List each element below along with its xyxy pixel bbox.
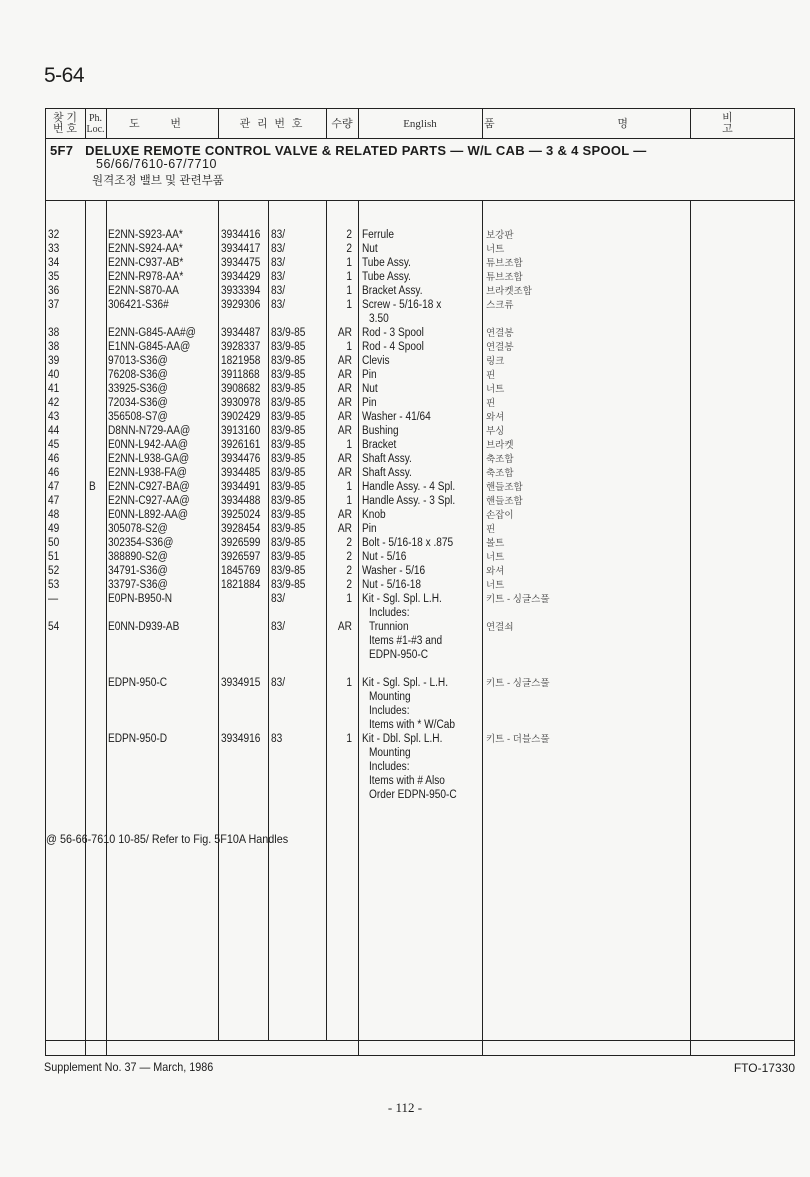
row-find-number: 32 [48,229,60,241]
row-english-description: Includes: [369,607,410,619]
row-date-range: 83/ [271,271,286,283]
row-korean-name: 키트 - 싱글스풀 [486,678,550,689]
row-date-range: 83/9-85 [271,467,306,479]
row-english-description: Mounting [369,691,411,703]
row-mgmt-number: 3934915 [221,677,261,689]
header-remarks: 비 고 [722,112,763,135]
row-find-number: 40 [48,369,60,381]
row-quantity: AR [337,411,352,423]
row-english-description: Bolt - 5/16-18 x .875 [362,537,454,549]
row-quantity: 1 [346,299,352,311]
document-code: FTO-17330 [733,1061,795,1075]
row-quantity: AR [337,523,352,535]
row-find-number: 43 [48,411,60,423]
row-korean-name: 튜브조합 [486,258,523,269]
row-mgmt-number: 3933394 [221,285,261,297]
row-korean-name: 연결봉 [486,342,514,353]
row-quantity: 1 [346,285,352,297]
row-date-range: 83/9-85 [271,523,306,535]
row-korean-name: 너트 [486,552,505,563]
row-find-number: 51 [48,551,60,563]
row-korean-name: 축조합 [486,468,514,479]
row-quantity: 1 [346,733,352,745]
row-date-range: 83/9-85 [271,425,306,437]
row-quantity: AR [337,397,352,409]
row-date-range: 83/9-85 [271,565,306,577]
row-mgmt-number: 3934491 [221,481,261,493]
row-date-range: 83/9-85 [271,579,306,591]
row-english-description: Handle Assy. - 4 Spl. [362,481,456,493]
header-mgmt-no: 관 리 번 호 [239,117,305,130]
row-mgmt-number: 3926161 [221,439,261,451]
row-korean-name: 너트 [486,244,505,255]
row-mgmt-number: 1821958 [221,355,261,367]
row-korean-name: 브라켓조합 [486,286,532,297]
row-quantity: AR [337,327,352,339]
row-quantity: AR [337,453,352,465]
row-korean-name: 와셔 [486,566,505,577]
row-english-description: Nut [362,383,378,395]
row-date-range: 83/ [271,285,286,297]
row-part-number: E2NN-S924-AA* [108,243,183,255]
supplement-note: Supplement No. 37 — March, 1986 [44,1060,214,1074]
row-english-description: Tube Assy. [362,257,411,269]
row-quantity: 1 [346,495,352,507]
row-date-range: 83/9-85 [271,509,306,521]
row-date-range: 83 [271,733,283,745]
row-part-number: E2NN-G845-AA#@ [108,327,196,339]
row-date-range: 83/9-85 [271,481,306,493]
row-mgmt-number: 3934476 [221,453,261,465]
row-part-number: 302354-S36@ [108,537,174,549]
row-english-description: Kit - Sgl. Spl. - L.H. [362,677,449,689]
row-english-description: Items with # Also [369,775,445,787]
row-korean-name: 연결쇠 [486,622,514,633]
row-english-description: Rod - 3 Spool [362,327,424,339]
row-korean-name: 브라켓 [486,440,514,451]
row-english-description: Tube Assy. [362,271,411,283]
row-find-number: 38 [48,341,60,353]
row-english-description: Washer - 5/16 [362,565,426,577]
row-mgmt-number: 3934417 [221,243,261,255]
row-mgmt-number: 3934416 [221,229,261,241]
row-english-description: Includes: [369,705,410,717]
row-part-number: 76208-S36@ [108,369,168,381]
row-quantity: AR [337,621,352,633]
col-line-part [106,200,107,1056]
row-part-number: 34791-S36@ [108,565,168,577]
row-korean-name: 보강판 [486,230,514,241]
row-mgmt-number: 3902429 [221,411,261,423]
row-korean-name: 와셔 [486,412,505,423]
row-find-number: 36 [48,285,60,297]
row-mgmt-number: 3934485 [221,467,261,479]
row-english-description: Pin [362,523,377,535]
row-find-number: 41 [48,383,60,395]
row-korean-name: 연결봉 [486,328,514,339]
row-mgmt-number: 3928337 [221,341,261,353]
row-part-number: 356508-S7@ [108,411,168,423]
row-korean-name: 키트 - 더블스풀 [486,734,550,745]
row-quantity: AR [337,383,352,395]
row-english-description: Items with * W/Cab [369,719,456,731]
row-quantity: 1 [346,257,352,269]
row-part-number: EDPN-950-D [108,733,168,745]
row-part-number: E2NN-R978-AA* [108,271,184,283]
row-mgmt-number: 3928454 [221,523,261,535]
section-title-text: DELUXE REMOTE CONTROL VALVE & RELATED PARTS — W/L CAB — 3 & 4 SPOOL — [85,143,647,158]
row-english-description: Pin [362,369,377,381]
row-part-number: E1NN-G845-AA@ [108,341,191,353]
row-english-description: Bracket [362,439,397,451]
row-part-number: 33797-S36@ [108,579,168,591]
row-find-number: 35 [48,271,60,283]
row-date-range: 83/9-85 [271,341,306,353]
row-quantity: 2 [346,229,352,241]
row-date-range: 83/ [271,593,286,605]
row-quantity: 1 [346,677,352,689]
header-korean-name: 품 명 [483,117,688,130]
row-part-number: E2NN-S870-AA [108,285,179,297]
row-english-description: Knob [362,509,386,521]
row-date-range: 83/ [271,243,286,255]
row-mgmt-number: 3913160 [221,425,261,437]
bottom-divider [45,1040,795,1041]
row-quantity: AR [337,509,352,521]
row-english-description: Rod - 4 Spool [362,341,424,353]
header-qty: 수량 [331,117,353,130]
row-date-range: 83/9-85 [271,369,306,381]
row-mgmt-number: 3911868 [221,369,260,381]
row-part-number: E2NN-S923-AA* [108,229,183,241]
row-english-description: Order EDPN-950-C [369,789,457,801]
col-line-korean [482,200,483,1056]
header-ph-loc: Ph. Loc. [86,113,105,135]
row-english-description: Shaft Assy. [362,467,412,479]
row-find-number: 49 [48,523,60,535]
row-date-range: 83/9-85 [271,383,306,395]
row-part-number: D8NN-N729-AA@ [108,425,191,437]
row-korean-name: 튜브조합 [486,272,523,283]
row-find-number: 54 [48,621,60,633]
row-part-number: E0NN-D939-AB [108,621,180,633]
row-korean-name: 핀 [486,370,496,381]
row-mgmt-number: 3934488 [221,495,261,507]
row-english-description: Trunnion [369,621,409,633]
section-korean-title: 원격조정 밸브 및 관련부품 [92,175,224,187]
row-find-number: 33 [48,243,60,255]
row-quantity: 1 [346,593,352,605]
row-quantity: AR [337,369,352,381]
row-part-number: E0PN-B950-N [108,593,173,605]
row-find-number: 47 [48,481,60,493]
row-date-range: 83/ [271,229,286,241]
row-part-number: E2NN-L938-GA@ [108,453,190,465]
row-date-range: 83/9-85 [271,495,306,507]
row-english-description: Bracket Assy. [362,285,423,297]
row-find-number: 42 [48,397,60,409]
row-quantity: 1 [346,341,352,353]
row-english-description: Kit - Sgl. Spl. L.H. [362,593,442,605]
row-korean-name: 핸들조합 [486,496,523,507]
row-quantity: 2 [346,551,352,563]
row-english-description: Items #1-#3 and [369,635,443,647]
col-line-loc [85,200,86,1056]
row-korean-name: 핸들조합 [486,482,523,493]
col-line-mgmt [218,200,219,1040]
row-date-range: 83/9-85 [271,537,306,549]
row-find-number: 37 [48,299,60,311]
row-date-range: 83/9-85 [271,327,306,339]
row-english-description: Handle Assy. - 3 Spl. [362,495,456,507]
row-korean-name: 축조합 [486,454,514,465]
row-english-description: Pin [362,397,377,409]
row-part-number: E2NN-L938-FA@ [108,467,187,479]
row-quantity: 2 [346,579,352,591]
row-date-range: 83/ [271,677,286,689]
row-part-number: E2NN-C937-AB* [108,257,184,269]
page-number: - 112 - [387,1100,423,1115]
row-find-number: 39 [48,355,60,367]
row-english-description: Clevis [362,355,390,367]
row-mgmt-number: 3934916 [221,733,261,745]
row-date-range: 83/9-85 [271,439,306,451]
row-date-range: 83/9-85 [271,355,306,367]
row-part-number: 305078-S2@ [108,523,168,535]
header-find-no: 찾 기 번 호 [52,112,77,135]
row-quantity: 1 [346,439,352,451]
row-part-number: EDPN-950-C [108,677,168,689]
row-find-number: 38 [48,327,60,339]
row-english-description: Shaft Assy. [362,453,412,465]
row-mgmt-number: 3925024 [221,509,261,521]
col-line-date [268,200,269,1040]
col-line-english [358,200,359,1056]
row-find-number: — [48,593,59,605]
row-korean-name: 너트 [486,384,505,395]
row-english-description: Screw - 5/16-18 x [362,299,442,311]
row-find-number: 44 [48,425,60,437]
row-quantity: 2 [346,565,352,577]
row-korean-name: 스크류 [486,300,514,311]
row-korean-name: 핀 [486,398,496,409]
header-drawing-no: 도 번 [128,117,195,130]
row-mgmt-number: 3934487 [221,327,261,339]
row-korean-name: 부싱 [486,426,505,437]
col-line-remarks [690,200,691,1056]
row-part-number: 72034-S36@ [108,397,168,409]
row-find-number: 46 [48,467,60,479]
header-english: English [403,117,437,130]
row-english-description: Bushing [362,425,399,437]
row-date-range: 83/9-85 [271,551,306,563]
section-title [50,143,647,158]
row-korean-name: 볼트 [486,538,505,549]
row-english-description: Nut [362,243,378,255]
row-find-number: 48 [48,509,60,521]
row-find-number: 50 [48,537,60,549]
title-divider [45,200,795,201]
row-mgmt-number: 3934429 [221,271,261,283]
row-date-range: 83/9-85 [271,411,306,423]
row-english-description: Washer - 41/64 [362,411,431,423]
row-mgmt-number: 3930978 [221,397,261,409]
row-find-number: 53 [48,579,60,591]
section-models: 56/66/7610-67/7710 [96,157,217,171]
row-find-number: 52 [48,565,60,577]
row-mgmt-number: 3926597 [221,551,261,563]
row-part-number: 97013-S36@ [108,355,168,367]
row-quantity: 2 [346,537,352,549]
section-code: 5F7 [50,143,74,158]
row-date-range: 83/9-85 [271,453,306,465]
row-mgmt-number: 1845769 [221,565,261,577]
row-english-description: Kit - Dbl. Spl. L.H. [362,733,443,745]
row-mgmt-number: 3929306 [221,299,261,311]
row-part-number: 33925-S36@ [108,383,168,395]
row-mgmt-number: 1821884 [221,579,261,591]
row-date-range: 83/ [271,299,286,311]
row-date-range: 83/9-85 [271,397,306,409]
row-english-description: Includes: [369,761,410,773]
row-mgmt-number: 3908682 [221,383,261,395]
row-quantity: 1 [346,481,352,493]
row-part-number: 306421-S36# [108,299,169,311]
row-quantity: 1 [346,271,352,283]
row-korean-name: 핀 [486,524,496,535]
row-english-description: Ferrule [362,229,395,241]
row-korean-name: 손잡이 [486,510,514,521]
row-quantity: 2 [346,243,352,255]
row-part-number: E2NN-C927-BA@ [108,481,190,493]
row-english-description: EDPN-950-C [369,649,429,661]
row-english-description: Nut - 5/16 [362,551,407,563]
row-english-description: Nut - 5/16-18 [362,579,422,591]
row-korean-name: 너트 [486,580,505,591]
row-mgmt-number: 3934475 [221,257,261,269]
row-english-description: Mounting [369,747,411,759]
header-divider [45,138,795,139]
row-english-description: 3.50 [369,313,389,325]
row-date-range: 83/ [271,257,286,269]
footnote: @ 56-66-7610 10-85/ Refer to Fig. 5F10A Handles [46,832,289,846]
row-korean-name: 키트 - 싱글스풀 [486,594,550,605]
row-part-number: E0NN-L892-AA@ [108,509,189,521]
row-date-range: 83/ [271,621,286,633]
row-quantity: AR [337,425,352,437]
row-find-number: 34 [48,257,60,269]
row-mgmt-number: 3926599 [221,537,261,549]
page-reference: 5-64 [44,64,85,87]
row-part-number: E0NN-L942-AA@ [108,439,189,451]
row-korean-name: 링크 [486,356,505,367]
row-find-number: 45 [48,439,60,451]
row-part-number: E2NN-C927-AA@ [108,495,190,507]
row-find-number: 47 [48,495,60,507]
row-find-number: 46 [48,453,60,465]
row-ph-loc: B [89,481,96,493]
row-quantity: AR [337,355,352,367]
row-part-number: 388890-S2@ [108,551,168,563]
row-quantity: AR [337,467,352,479]
